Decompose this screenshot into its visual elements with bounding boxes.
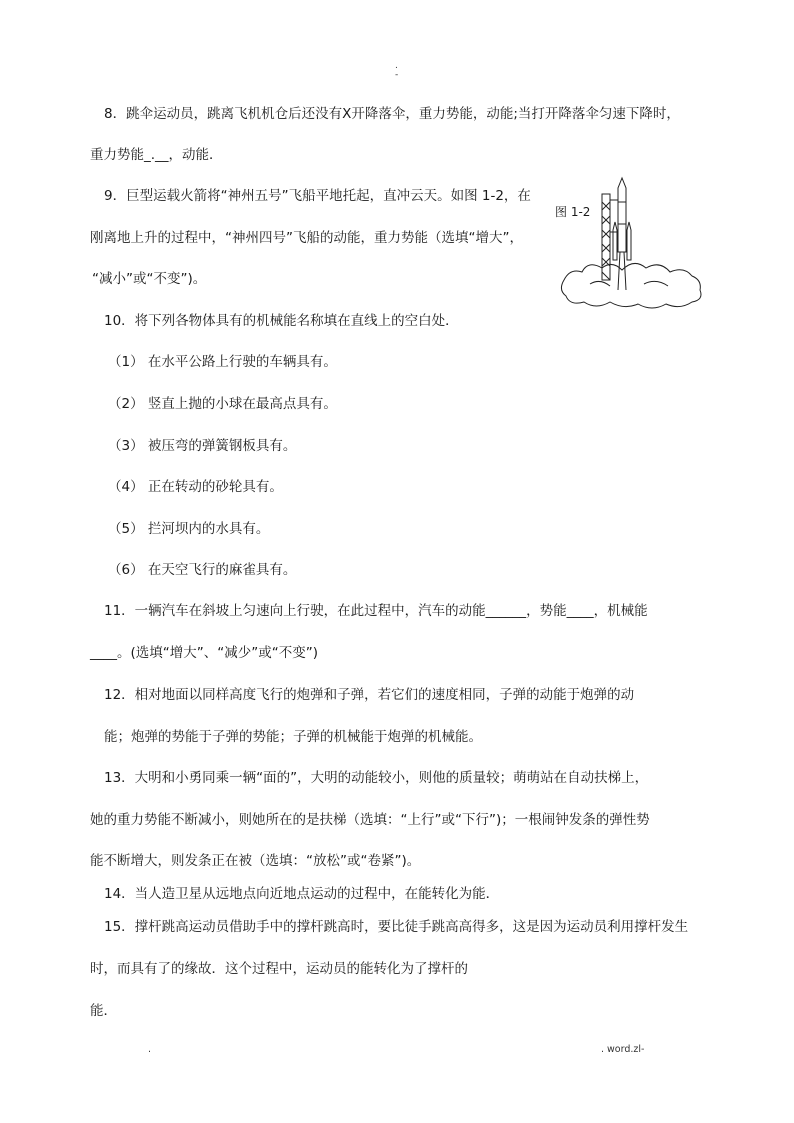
q14-line1: 14．当人造卫星从远地点向近地点运动的过程中，在能转化为能． [104, 886, 500, 902]
q11-line1: 11．一辆汽车在斜坡上匀速向上行驶，在此过程中，汽车的动能______，势能____，机械能 [104, 603, 648, 619]
q10-item-6: （6） 在天空飞行的麻雀具有。 [108, 562, 297, 578]
footer-right: . word.zl- [601, 1044, 645, 1055]
q10-item-5: （5） 拦河坝内的水具有。 [108, 521, 270, 537]
q8-line2: 重力势能_.__，动能． [90, 147, 223, 163]
q9-line3: “减小”或“不变”)。 [92, 271, 207, 287]
q15-line3: 能． [90, 1003, 117, 1019]
q15-line1: 15．撑杆跳高运动员借助手中的撑杆跳高时，要比徒手跳高高得多，这是因为运动员利用撑杆发生 [104, 919, 689, 935]
rocket-launch-figure [555, 172, 706, 312]
q10-item-1: （1） 在水平公路上行驶的车辆具有。 [108, 354, 337, 370]
figure-label: 图 1-2 [555, 205, 591, 219]
header-mark-top: . [395, 61, 398, 71]
footer-left: . [148, 1044, 152, 1055]
q10-item-4: （4） 正在转动的砂轮具有。 [108, 479, 283, 495]
q10-item-2: （2） 竖直上抛的小球在最高点具有。 [108, 396, 337, 412]
q10-item-3: （3） 被压弯的弹簧钢板具有。 [108, 438, 297, 454]
q12-line1: 12．相对地面以同样高度飞行的炮弹和子弹，若它们的速度相同，子弹的动能于炮弹的动 [104, 687, 635, 703]
q11-line2: ____。(选填“增大”、“减少”或“不变”) [90, 645, 318, 661]
q9-line2: 刚离地上升的过程中，“神州四号”飞船的动能，重力势能（选填“增大”， [90, 230, 523, 246]
q13-line3: 能不断增大，则发条正在被（选填：“放松”或“卷紧”)。 [90, 853, 421, 869]
q9-line1: 9．巨型运载火箭将“神州五号”飞船平地托起，直冲云天。如图 1-2，在 [104, 188, 531, 204]
q10-intro: 10．将下列各物体具有的机械能名称填在直线上的空白处． [104, 313, 459, 329]
header-mark-bottom: - [395, 70, 399, 80]
q15-line2: 时，而具有了的缘故．这个过程中，运动员的能转化为了撑杆的 [90, 961, 468, 977]
q12-line2: 能；炮弹的势能于子弹的势能；子弹的机械能于炮弹的机械能。 [104, 729, 482, 745]
q13-line2: 她的重力势能不断减小，则她所在的是扶梯（选填：“上行”或“下行”)；一根闹钟发条的弹性势 [90, 812, 650, 828]
q13-line1: 13．大明和小勇同乘一辆“面的”，大明的动能较小，则他的质量较；萌萌站在自动扶梯上， [104, 770, 649, 786]
q8-line1: 8．跳伞运动员，跳离飞机机仓后还没有X开降落伞，重力势能，动能;当打开降落伞匀速下降时， [104, 106, 680, 122]
rocket-launch-icon [560, 172, 706, 312]
